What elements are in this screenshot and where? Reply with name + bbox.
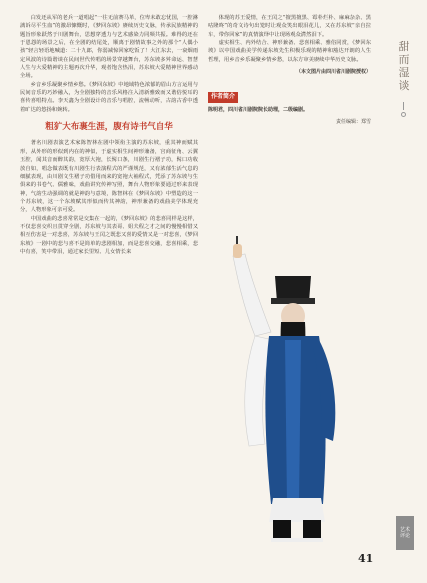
- divider: [403, 102, 404, 110]
- tab-label-1: 艺术: [399, 527, 410, 533]
- hand: [233, 244, 242, 258]
- robe-trim: [285, 340, 301, 504]
- body-paragraph: 中国戏曲的悲喜常常是交集在一起的，《梦回东坡》的悲喜同样是这样，不仅悲喜交织且贯穿全剧，苏东坡与其表哥、姐夫程之才之间的慢慢相惜又相互伤害是一对悲喜，苏东坡与王闰之既悲又喜的爱情又是一对悲喜，《梦回东坡》一剧中的悲与喜不是简单的悲剧相加，而是悲喜交融，悲喜相乘，悲中有喜，笑中带泪，通过家长里短、儿女情长来: [20, 215, 198, 255]
- body-paragraph: 白发还从军的老兵一道唱起“一往无前赛马革，位卑未敢忘忧国，一腔淋漓诉尽平生血”的激昂慷慨时，《梦回东坡》赓续历史文脉，传承民族精神的题旨形象跃然于川剧舞台，思想穿透力与艺术感染力同频共振。难得的还在于恩怨的场景之后，在全剧的结尾处，顺离于剧情故事之外的那个“人偶小孩”轻言轻语地喊道：二十九郎，你弱减惊回家吃饭了！大江东去，一衰烟雨定风波的诗篇谐谈在民间世代传唱的场景穿越舞台，苏东坡多舛命运、智慧人生与大爱精神的主题再次升华，观者饱含热泪，苏东坡大爱精神世界感动全场。: [20, 15, 198, 80]
- body-paragraph: 虚实相生、内外结合、神形兼备、悲喜相乘、雅俗同赏，《梦回东坡》以中国戏曲美学传递东坡先生积极乐观的精神和豁达开朗的人生哲理，用乡音乡乐凝聚乡情乡愁，以东方审美赓续中华历史文脉。: [208, 40, 371, 63]
- body-paragraph: 乡音乡乐凝聚乡情乡愁。《梦回东坡》中地域特色浓郁的眉山方言运用与民间音乐的巧妙融入，为全剧独特的音乐风格注入清新雅致而又谐俗悦耳的喜传喜唱特点。李天鑫为全剧设计的音乐与唱腔，流畅动听，古韵古香中透着旷达的悠扬和婉转。: [20, 81, 198, 113]
- raised-sleeve: [233, 254, 271, 336]
- white-hem: [269, 498, 325, 522]
- photo-credit: （本文图片由四川省川剧院授权）: [295, 69, 371, 76]
- ornament-icon: [401, 112, 406, 117]
- author-label: 作者简介: [208, 92, 238, 102]
- section-heading: 粗犷大布裹生涯，腹有诗书气自华: [45, 122, 173, 133]
- body-paragraph: 体现的苏王爱情，在王闰之“擅黑擅黑、霉朴烂朴、麻麻杂杂、黑咕隆咚”的奇文诗句出笼时让观众笑出眼泪花儿，又在苏东坡“亲自拉车，带你回家”的真情演绎中让现场观众潸然泪下。: [208, 15, 371, 38]
- body-paragraph: 著名川剧表演艺术家陈智林在剧中领衔主演的苏东坡，重其神而赋其形，从外形的形似到内在的神似，于虚实相生间神形兼备，宫商征角、云翼玉腔，闻其音而醉其韵，宽厚大袍，长髯口条，川剧生行褶子功，髯口功收放自如，唱念做表既有川剧生行表演程式的严谨规范，又有浓郁生活气息的细腻表现，由川剧文生褶子功借用而来的宽袍大袖程式，凭添了苏东坡与生俱来的书卷气、儒雅味，戏曲讲究传神写照，舞台人物形象要通过形来表现神，气韵生动强调的就是神韵与意境，陈智林在《梦回东坡》中塑造的这一个苏东坡，这一个东坡赋其形似而传其神韵，神形兼备的戏曲美学体现充分，人物形象可亲可爱。: [20, 140, 198, 214]
- right-column: [208, 14, 371, 126]
- sidebar: [383, 0, 427, 583]
- left-column: [20, 14, 198, 256]
- page-number: 41: [358, 552, 374, 565]
- category-tab: [396, 516, 414, 550]
- left-boot: [273, 520, 291, 540]
- boot-sole: [271, 538, 323, 542]
- opera-performer-photo: [215, 236, 365, 548]
- editor-credit: 责任编辑：郑雪: [335, 119, 371, 126]
- right-boot: [303, 520, 321, 540]
- tab-label-2: 评论: [399, 533, 410, 539]
- author-bio: 陈明君，四川省川剧院院长助理，二级编剧。: [208, 106, 309, 113]
- section-title: 甜而湿谈: [398, 40, 410, 92]
